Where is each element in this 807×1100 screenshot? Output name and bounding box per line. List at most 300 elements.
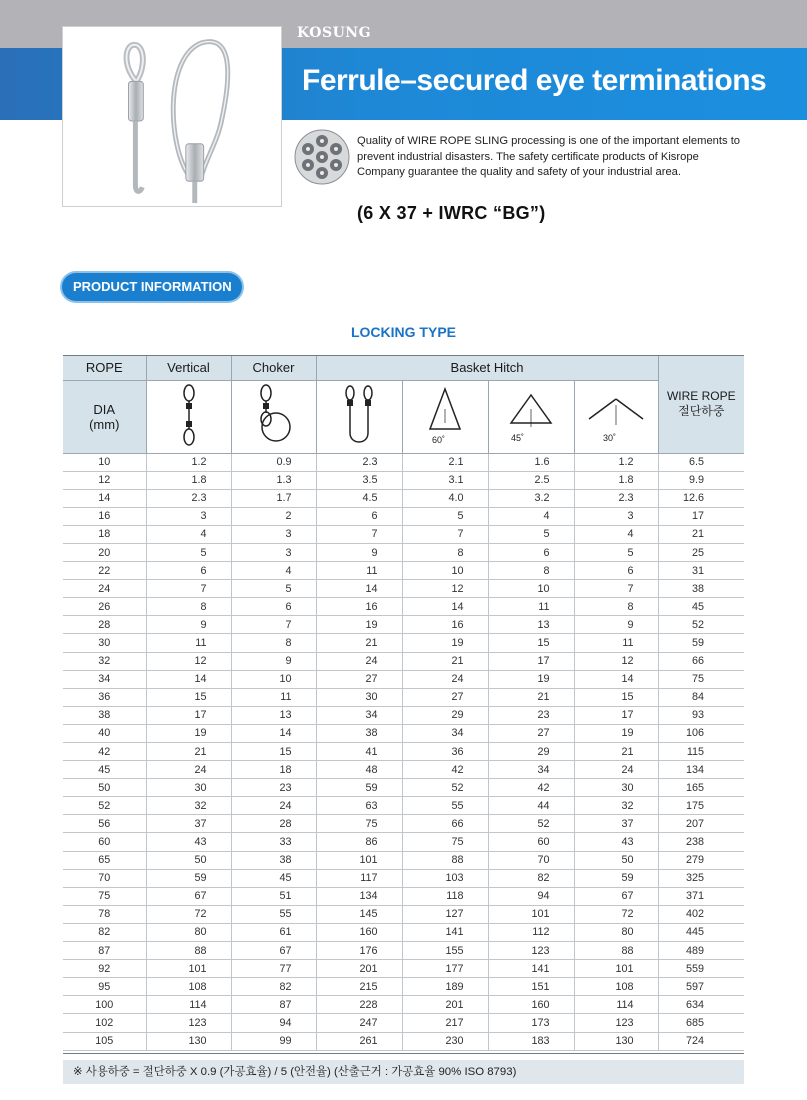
table-row [63, 833, 744, 851]
table-cell: 207 [658, 815, 744, 833]
table-cell: 45 [231, 869, 316, 887]
table-cell: 16 [402, 616, 488, 634]
table-cell: 59 [574, 869, 658, 887]
table-cell: 105 [63, 1032, 146, 1050]
table-cell: 19 [574, 724, 658, 742]
page-title: Ferrule–secured eye terminations [302, 64, 767, 97]
table-cell: 24 [231, 797, 316, 815]
table-cell: 685 [658, 1014, 744, 1032]
table-cell: 14 [231, 724, 316, 742]
table-row [63, 815, 744, 833]
table-row [63, 670, 744, 688]
table-cell: 40 [63, 724, 146, 742]
table-row [63, 580, 744, 598]
table-cell: 100 [63, 996, 146, 1014]
table-cell: 20 [63, 543, 146, 561]
table-cell: 11 [231, 688, 316, 706]
table-cell: 175 [658, 797, 744, 815]
table-cell: 102 [63, 1014, 146, 1032]
wire-rope-kr-label: 절단하중 [678, 403, 725, 418]
wire-rope-sling-image [63, 27, 281, 206]
table-cell: 7 [574, 580, 658, 598]
table-cell: 87 [63, 942, 146, 960]
table-cell: 38 [316, 724, 402, 742]
table-row [63, 905, 744, 923]
table-cell: 32 [63, 652, 146, 670]
table-cell: 45 [63, 761, 146, 779]
table-cell: 24 [574, 761, 658, 779]
table-cell: 75 [402, 833, 488, 851]
col-choker: Choker [231, 355, 316, 380]
table-cell: 2.3 [574, 489, 658, 507]
table-cell: 1.8 [574, 471, 658, 489]
table-cell: 11 [574, 634, 658, 652]
table-cell: 141 [402, 923, 488, 941]
table-cell: 21 [316, 634, 402, 652]
table-cell: 63 [316, 797, 402, 815]
table-cell: 3.2 [488, 489, 574, 507]
table-cell: 72 [574, 905, 658, 923]
table-cell: 103 [402, 869, 488, 887]
table-cell: 50 [146, 851, 231, 869]
table-cell: 56 [63, 815, 146, 833]
table-cell: 55 [402, 797, 488, 815]
wire-rope-label: WIRE ROPE [666, 388, 736, 403]
table-cell: 28 [63, 616, 146, 634]
table-cell: 201 [402, 996, 488, 1014]
table-cell: 151 [488, 978, 574, 996]
table-cell: 173 [488, 1014, 574, 1032]
table-cell: 176 [316, 942, 402, 960]
table-row [63, 996, 744, 1014]
table-cell: 41 [316, 743, 402, 761]
table-row [63, 471, 744, 489]
table-row [63, 942, 744, 960]
table-cell: 597 [658, 978, 744, 996]
table-cell: 108 [146, 978, 231, 996]
basket-45-icon [488, 380, 574, 453]
table-cell: 4 [574, 525, 658, 543]
table-cell: 9 [146, 616, 231, 634]
table-cell: 634 [658, 996, 744, 1014]
basket-30-icon [574, 380, 658, 453]
col-vertical: Vertical [146, 355, 231, 380]
table-cell: 18 [231, 761, 316, 779]
table-cell: 5 [574, 543, 658, 561]
table-cell: 75 [63, 887, 146, 905]
table-cell: 29 [402, 706, 488, 724]
table-cell: 402 [658, 905, 744, 923]
table-cell: 6 [574, 562, 658, 580]
table-cell: 67 [231, 942, 316, 960]
table-cell: 10 [488, 580, 574, 598]
col-wire-rope [658, 355, 744, 453]
table-cell: 23 [488, 706, 574, 724]
table-cell: 48 [316, 761, 402, 779]
product-information-badge: PRODUCT INFORMATION [62, 273, 242, 301]
table-cell: 19 [146, 724, 231, 742]
table-row [63, 616, 744, 634]
table-cell: 1.7 [231, 489, 316, 507]
table-cell: 2.3 [316, 453, 402, 471]
table-cell: 14 [316, 580, 402, 598]
table-cell: 38 [658, 580, 744, 598]
table-cell: 228 [316, 996, 402, 1014]
table-cell: 17 [488, 652, 574, 670]
table-cell: 21 [402, 652, 488, 670]
table-row [63, 923, 744, 941]
table-cell: 36 [63, 688, 146, 706]
table-cell: 7 [316, 525, 402, 543]
basket-60-icon [402, 380, 488, 453]
table-row [63, 743, 744, 761]
table-row [63, 887, 744, 905]
table-bottom-rule [63, 1053, 744, 1054]
table-cell: 34 [63, 670, 146, 688]
table-cell: 4 [146, 525, 231, 543]
table-row [63, 489, 744, 507]
table-cell: 101 [574, 960, 658, 978]
col-rope: ROPE [63, 355, 146, 380]
table-cell: 51 [231, 887, 316, 905]
table-cell: 215 [316, 978, 402, 996]
table-cell: 1.8 [146, 471, 231, 489]
table-row [63, 543, 744, 561]
table-cell: 80 [146, 923, 231, 941]
brand-name: KOSUNG [297, 25, 372, 41]
table-cell: 724 [658, 1032, 744, 1050]
table-cell: 201 [316, 960, 402, 978]
table-cell: 19 [316, 616, 402, 634]
table-cell: 165 [658, 779, 744, 797]
table-cell: 3 [574, 507, 658, 525]
table-cell: 24 [316, 652, 402, 670]
table-row [63, 960, 744, 978]
table-cell: 134 [316, 887, 402, 905]
table-cell: 101 [316, 851, 402, 869]
table-cell: 9 [574, 616, 658, 634]
table-cell: 34 [316, 706, 402, 724]
table-cell: 80 [574, 923, 658, 941]
table-cell: 5 [488, 525, 574, 543]
basket-hitch-icon [316, 380, 402, 453]
table-cell: 13 [231, 706, 316, 724]
table-cell: 123 [488, 942, 574, 960]
table-cell: 60 [488, 833, 574, 851]
table-cell: 7 [146, 580, 231, 598]
table-cell: 5 [231, 580, 316, 598]
table-cell: 19 [488, 670, 574, 688]
table-row [63, 797, 744, 815]
table-cell: 61 [231, 923, 316, 941]
table-cell: 12.6 [658, 489, 744, 507]
table-cell: 24 [402, 670, 488, 688]
table-cell: 4.0 [402, 489, 488, 507]
table-cell: 93 [658, 706, 744, 724]
table-cell: 25 [658, 543, 744, 561]
table-cell: 115 [658, 743, 744, 761]
table-cell: 17 [146, 706, 231, 724]
table-row [63, 507, 744, 525]
table-cell: 82 [231, 978, 316, 996]
table-cell: 34 [402, 724, 488, 742]
table-cell: 52 [63, 797, 146, 815]
table-cell: 19 [402, 634, 488, 652]
table-cell: 59 [316, 779, 402, 797]
table-cell: 10 [63, 453, 146, 471]
table-cell: 17 [574, 706, 658, 724]
table-cell: 261 [316, 1032, 402, 1050]
table-row [63, 634, 744, 652]
table-cell: 9 [316, 543, 402, 561]
table-cell: 10 [402, 562, 488, 580]
table-cell: 10 [231, 670, 316, 688]
table-cell: 101 [146, 960, 231, 978]
table-cell: 9.9 [658, 471, 744, 489]
choker-hitch-icon [231, 380, 316, 453]
table-row [63, 779, 744, 797]
table-cell: 12 [574, 652, 658, 670]
table-cell: 99 [231, 1032, 316, 1050]
table-header-row [63, 355, 744, 380]
table-cell: 87 [231, 996, 316, 1014]
table-cell: 8 [231, 634, 316, 652]
table-cell: 94 [231, 1014, 316, 1032]
table-cell: 559 [658, 960, 744, 978]
table-cell: 7 [402, 525, 488, 543]
table-cell: 14 [402, 598, 488, 616]
table-cell: 8 [146, 598, 231, 616]
table-cell: 106 [658, 724, 744, 742]
table-cell: 30 [146, 779, 231, 797]
table-cell: 42 [402, 761, 488, 779]
table-cell: 36 [402, 743, 488, 761]
table-cell: 6.5 [658, 453, 744, 471]
table-cell: 141 [488, 960, 574, 978]
table-cell: 3.1 [402, 471, 488, 489]
table-cell: 21 [658, 525, 744, 543]
locking-type-text: LOCKING TYPE [350, 324, 456, 340]
table-cell: 60 [63, 833, 146, 851]
table-cell: 88 [146, 942, 231, 960]
dia-unit: (mm) [89, 416, 120, 432]
table-cell: 86 [316, 833, 402, 851]
table-cell: 75 [316, 815, 402, 833]
table-cell: 66 [402, 815, 488, 833]
table-cell: 1.3 [231, 471, 316, 489]
table-cell: 50 [574, 851, 658, 869]
table-cell: 88 [574, 942, 658, 960]
table-cell: 16 [316, 598, 402, 616]
angle-45-label: 45˚ [511, 433, 525, 443]
vertical-hitch-icon [146, 380, 231, 453]
table-cell: 75 [658, 670, 744, 688]
table-cell: 2 [231, 507, 316, 525]
table-cell: 1.6 [488, 453, 574, 471]
table-cell: 82 [63, 923, 146, 941]
table-row [63, 869, 744, 887]
table-cell: 77 [231, 960, 316, 978]
intro-text: Quality of WIRE ROPE SLING processing is one of the important elements to prevent industrial disasters. The safety certificate products of Kisrope Company guarantee the quality and safety of your industrial area. [357, 135, 741, 179]
locking-type-heading [0, 324, 807, 340]
table-cell: 12 [146, 652, 231, 670]
dia-label: DIA [93, 401, 116, 417]
table-cell: 238 [658, 833, 744, 851]
table-cell: 127 [402, 905, 488, 923]
table-cell: 95 [63, 978, 146, 996]
table-cell: 13 [488, 616, 574, 634]
table-cell: 15 [146, 688, 231, 706]
table-cell: 55 [231, 905, 316, 923]
table-cell: 9 [231, 652, 316, 670]
rope-cross-section-icon [293, 128, 351, 186]
table-row [63, 978, 744, 996]
angle-30-label: 30˚ [603, 433, 617, 443]
table-cell: 11 [316, 562, 402, 580]
rope-spec: (6 X 37 + IWRC “BG”) [357, 203, 546, 223]
table-row [63, 1032, 744, 1050]
table-row [63, 1014, 744, 1032]
table-cell: 67 [574, 887, 658, 905]
footnote: ※ 사용하중 = 절단하중 X 0.9 (가공효율) / 5 (안전율) (산출근거 : 가공효율 90% ISO 8793) [63, 1060, 744, 1084]
table-cell: 38 [63, 706, 146, 724]
table-cell: 177 [402, 960, 488, 978]
table-cell: 5 [146, 543, 231, 561]
table-cell: 247 [316, 1014, 402, 1032]
col-dia [63, 380, 146, 453]
table-cell: 6 [146, 562, 231, 580]
table-cell: 6 [316, 507, 402, 525]
table-cell: 21 [574, 743, 658, 761]
table-cell: 3 [231, 525, 316, 543]
table-cell: 32 [146, 797, 231, 815]
table-cell: 4 [488, 507, 574, 525]
table-cell: 33 [231, 833, 316, 851]
table-cell: 29 [488, 743, 574, 761]
table-cell: 50 [63, 779, 146, 797]
table-cell: 6 [231, 598, 316, 616]
table-cell: 27 [402, 688, 488, 706]
table-cell: 15 [574, 688, 658, 706]
table-cell: 183 [488, 1032, 574, 1050]
table-cell: 17 [658, 507, 744, 525]
table-cell: 12 [402, 580, 488, 598]
table-cell: 160 [488, 996, 574, 1014]
table-cell: 145 [316, 905, 402, 923]
table-cell: 15 [488, 634, 574, 652]
table-cell: 28 [231, 815, 316, 833]
table-cell: 26 [63, 598, 146, 616]
table-cell: 160 [316, 923, 402, 941]
table-cell: 52 [402, 779, 488, 797]
table-cell: 6 [488, 543, 574, 561]
table-cell: 112 [488, 923, 574, 941]
table-cell: 1.2 [146, 453, 231, 471]
table-cell: 217 [402, 1014, 488, 1032]
table-cell: 52 [488, 815, 574, 833]
table-cell: 42 [63, 743, 146, 761]
table-cell: 42 [488, 779, 574, 797]
table-cell: 3 [146, 507, 231, 525]
table-cell: 11 [146, 634, 231, 652]
table-cell: 34 [488, 761, 574, 779]
table-cell: 114 [574, 996, 658, 1014]
table-cell: 84 [658, 688, 744, 706]
table-cell: 70 [63, 869, 146, 887]
table-cell: 45 [658, 598, 744, 616]
table-cell: 21 [488, 688, 574, 706]
table-cell: 101 [488, 905, 574, 923]
table-cell: 59 [146, 869, 231, 887]
table-cell: 0.9 [231, 453, 316, 471]
table-cell: 5 [402, 507, 488, 525]
table-cell: 94 [488, 887, 574, 905]
table-cell: 22 [63, 562, 146, 580]
table-cell: 371 [658, 887, 744, 905]
table-cell: 2.3 [146, 489, 231, 507]
table-cell: 18 [63, 525, 146, 543]
table-row [63, 688, 744, 706]
table-cell: 23 [231, 779, 316, 797]
table-cell: 88 [402, 851, 488, 869]
table-cell: 27 [316, 670, 402, 688]
table-cell: 14 [146, 670, 231, 688]
table-cell: 52 [658, 616, 744, 634]
table-cell: 30 [63, 634, 146, 652]
table-cell: 30 [316, 688, 402, 706]
table-cell: 108 [574, 978, 658, 996]
table-cell: 489 [658, 942, 744, 960]
table-cell: 117 [316, 869, 402, 887]
table-cell: 2.5 [488, 471, 574, 489]
table-cell: 24 [63, 580, 146, 598]
table-cell: 31 [658, 562, 744, 580]
table-cell: 37 [146, 815, 231, 833]
table-row [63, 761, 744, 779]
table-cell: 43 [146, 833, 231, 851]
table-row [63, 706, 744, 724]
table-row [63, 598, 744, 616]
table-cell: 72 [146, 905, 231, 923]
table-cell: 118 [402, 887, 488, 905]
table-row [63, 851, 744, 869]
table-cell: 8 [574, 598, 658, 616]
table-cell: 24 [146, 761, 231, 779]
load-table [63, 355, 744, 1051]
table-cell: 59 [658, 634, 744, 652]
table-cell: 230 [402, 1032, 488, 1050]
angle-60-label: 60˚ [432, 435, 446, 445]
table-cell: 4 [231, 562, 316, 580]
table-cell: 21 [146, 743, 231, 761]
table-cell: 445 [658, 923, 744, 941]
table-cell: 134 [658, 761, 744, 779]
table-cell: 114 [146, 996, 231, 1014]
table-cell: 189 [402, 978, 488, 996]
table-top-rule [63, 355, 744, 356]
table-cell: 130 [574, 1032, 658, 1050]
table-row [63, 453, 744, 471]
table-row [63, 724, 744, 742]
table-row [63, 525, 744, 543]
table-cell: 3.5 [316, 471, 402, 489]
table-cell: 78 [63, 905, 146, 923]
table-cell: 44 [488, 797, 574, 815]
table-cell: 15 [231, 743, 316, 761]
product-photo [62, 26, 282, 207]
table-cell: 70 [488, 851, 574, 869]
table-cell: 123 [574, 1014, 658, 1032]
